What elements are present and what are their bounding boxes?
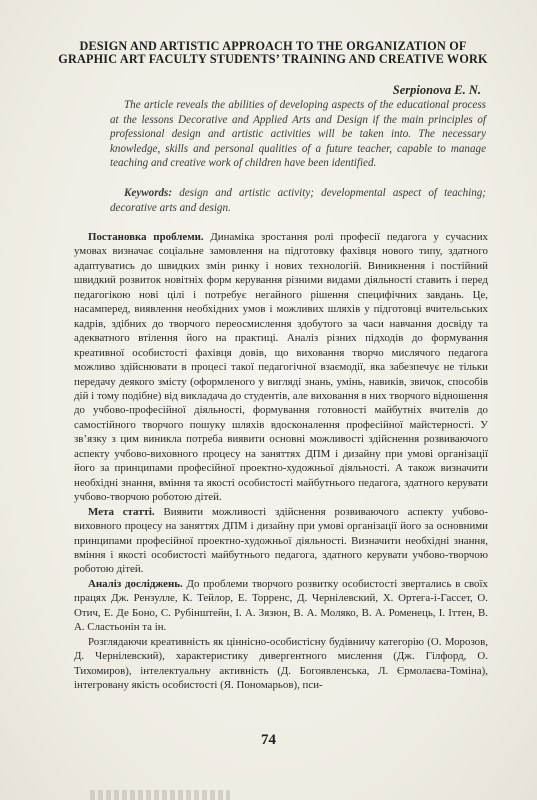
article-title: DESIGN AND ARTISTIC APPROACH TO THE ORGANIZATION OF GRAPHIC ART FACULTY STUDENTS’ TRAINING AND CREATIVE WORK [58, 39, 488, 66]
author-name: Serpionova E. N. [392, 83, 481, 97]
paragraph-analysis [74, 577, 488, 635]
paragraph-goal-text: Виявити можливості здійснення розвиваючого аспекту учбово-виховного процесу на заняттях ДПМ і дизайну при умові організації його за основними принципами професійної проектно-художньої діяльності. Визначити необхідні знання, вміння і якості особистості майбутнього педагога, здатного керувати учбово-творчою роботою дітей. [74, 505, 488, 576]
paragraph-problem-text: Динаміка зростання ролі професії педагога у сучасних умовах визначає соціальне замовлення на підготовку фахівця нового типу, здатного адаптуватись до швидких змін ринку і нових технологій. Виникнення і постійний швидкий розвиток новітніх форм керування різними видами діяльності ставить і перед педагогікою нові цілі і потребує негайного рішення специфічних завдань. Це, насамперед, виявлення необхідних умов і можливих шляхів у підготовці вчительських кадрів, здібних до творчого переосмислення здобутого за часи навчання досвіду та адекватного втілення його на практиці. Аналіз різних підходів до формування креативної особистості фахівця довів, що виховання творчо мислячого педагога можливо здійснювати в процесі такої педагогічної взаємодії, яка забезпечує не тільки передачу деякого змісту (оформленого у вигляді знань, умінь, навиків, звичок, способів дій і тому подібне) від викладача до студентів, але виховання в них творчого відношення до учбово-професійної діяльності, формування готовності майбутніх вчителів до самостійного творчого пошуку шляхів вдосконалення професійної майстерності. У зв’язку з цим виникла потреба виявити основні можливості здійснення розвиваючого аспекту учбово-виховного процесу на заняттях ДПМ і дизайну при умові організації його за принципами професійної проектно-художньої діяльності. А також визначити необхідні знання, вміння та якості особистості майбутнього педагога, здатного керувати учбово-творчою роботою дітей. [74, 231, 488, 504]
paragraph-problem-label: Постановка проблеми. [88, 231, 204, 243]
keywords-label: Keywords: [124, 187, 173, 199]
paragraph-problem [74, 230, 488, 505]
article-body [74, 230, 488, 693]
page-number: 74 [261, 732, 276, 748]
keywords-text: design and artistic activity; developmental aspect of teaching; decorative arts and design. [110, 187, 486, 214]
paragraph-creativity: Розглядаючи креативність як цінніснo-особистісну будівничу категорію (О. Морозов, Д. Чернілевский), характеристику дивергентного мислення (Дж. Гілфорд, О. Тихомиров), інтелектуальну активність (Д. Богоявленська, Л. Єрмолаєва-Томіна), інтегровану якість особистості (Я. Пономарьов), пси- [74, 635, 488, 692]
scan-artifact [90, 790, 230, 800]
paragraph-goal [74, 505, 488, 577]
abstract: The article reveals the abilities of developing aspects of the educational process at the lessons Decorative and Applied Arts and Design if the main principles of professional design and artistic activities will be taken into. The necessary knowledge, skills and personal qualities of a future teacher, capable to manage teaching and creative work of children have been identified. [110, 99, 486, 170]
paragraph-analysis-text: До проблеми творчого розвитку особистості звертались в своїх працях Дж. Рензулле, К. Тейлор, Е. Торренс, Д. Чернілевский, Х. Ортега-і-Гассет, О. Отич, Е. Де Боно, С. Рубінштейн, І. А. Зязюн, В. А. Моляко, В. А. Роменець, І. Іттен, В. А. Сластьонін та ін. [74, 577, 488, 634]
keywords [110, 186, 486, 215]
paragraph-analysis-label: Аналіз досліджень. [88, 577, 183, 590]
paragraph-goal-label: Мета статті. [88, 505, 155, 518]
